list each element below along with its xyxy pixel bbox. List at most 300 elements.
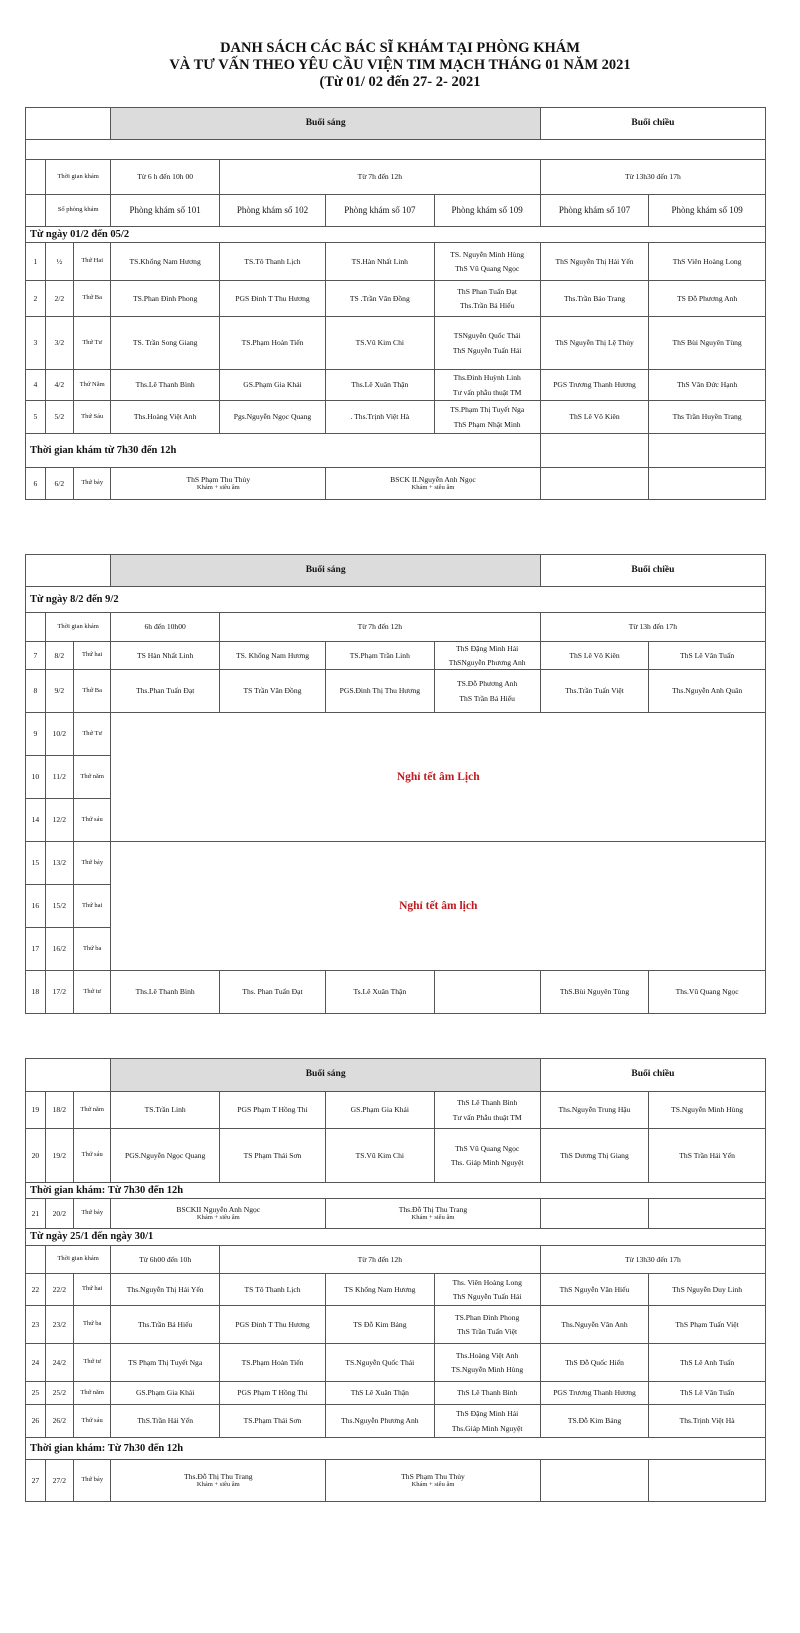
room-109-afternoon: Phòng khám số 109 [649,195,766,227]
room-102-doctor: Pgs.Nguyễn Ngọc Quang [219,401,325,434]
afternoon-header: Buổi chiều [540,108,765,140]
table-row [26,370,766,401]
room-107-doctor: PGS.Đinh Thị Thu Hương [326,670,434,713]
doctor-name: ThS Phạm Thu Thủy [186,474,251,484]
afternoon-107-doctor: ThS Nguyễn Thị Lệ Thủy [540,317,648,370]
room-109-doctor [434,1405,540,1438]
doctor-lines [437,1098,538,1122]
doctor-name-line: TS.Phạm Thị Tuyết Nga [450,405,525,415]
row-date: 12/2 [45,799,73,842]
table-row [26,971,766,1014]
afternoon-109-doctor: ThS Nguyễn Duy Linh [649,1274,766,1306]
table-row [26,243,766,281]
room-107-doctor: TS.Hàn Nhất Linh [326,243,434,281]
room-101-doctor: TS.Trần Linh [111,1092,219,1129]
morning-header: Buổi sáng [111,108,540,140]
afternoon-109-doctor: ThS Văn Đức Hạnh [649,370,766,401]
doctor-name-line: ThSNguyễn Phương Anh [448,658,526,667]
row-date: 16/2 [45,928,73,971]
row-weekday: Thứ Hai [73,243,111,281]
doctor-lines [437,331,538,355]
table-row [26,1306,766,1344]
doctor-name-line: ThS Vũ Quang Ngọc [455,1143,520,1153]
doctor-name: Ths.Đỗ Thị Thu Trang [184,1471,253,1481]
row-number: 5 [26,401,46,434]
afternoon-107-doctor: PGS Trương Thanh Hương [540,370,648,401]
room-102-doctor: PGS Phạm T Hồng Thi [219,1382,325,1405]
doctor-lines [437,287,538,311]
table-row [26,1129,766,1183]
doctor-name-line: TS.Nguyễn Minh Hùng [451,1365,524,1374]
room-109-doctor [434,1274,540,1306]
row-date: 20/2 [45,1199,73,1229]
doctor-name: ThS Phạm Thu Thủy [401,1471,465,1481]
afternoon-107-doctor: ThS Lê Võ Kiên [540,401,648,434]
row-weekday: Thứ tư [73,1344,111,1382]
row-date: 13/2 [45,842,73,885]
room-102-doctor: PGS Đinh T Thu Hương [219,281,325,317]
row-date: ½ [45,243,73,281]
row-date: 10/2 [45,713,73,756]
doctor-name-line: Ths.Trần Bá Hiếu [459,301,515,310]
table-row [26,1344,766,1382]
time-slot-early: 6h đến 10h00 [111,613,219,642]
section-label: Từ ngày 8/2 đến 9/2 [26,587,766,613]
holiday-notice: Nghỉ tết âm Lịch [111,713,766,842]
doctor-name-line: TS. Nguyễn Minh Hùng [450,249,525,259]
saturday-doctor-block [111,1460,326,1502]
room-107-doctor: Ts.Lê Xuân Thận [326,971,434,1014]
header-row [26,555,766,587]
row-date: 8/2 [45,642,73,670]
row-weekday: Thứ ba [73,928,111,971]
room-102-doctor: GS.Phạm Gia Khải [219,370,325,401]
section-row [26,587,766,613]
afternoon-107-doctor: PGS Trương Thanh Hương [540,1382,648,1405]
row-date: 17/2 [45,971,73,1014]
room-102-doctor: PGS Phạm T Hồng Thi [219,1092,325,1129]
doctor-lines [437,1409,538,1433]
doctor-name-line: TSNguyễn Quốc Thái [453,331,521,341]
row-number: 23 [26,1306,46,1344]
afternoon-109-doctor: Ths Trần Huyền Trang [649,401,766,434]
empty-cell [540,434,648,468]
row-weekday: Thứ Ba [73,670,111,713]
afternoon-109-doctor: ThS Trần Hải Yến [649,1129,766,1183]
room-107-doctor: TS.Phạm Trần Linh [326,642,434,670]
afternoon-107-doctor: Ths.Trần Bảo Trang [540,281,648,317]
room-107-doctor: TS.Nguyễn Quốc Thái [326,1344,434,1382]
morning-header: Buổi sáng [111,555,540,587]
empty-cell [540,1460,648,1502]
afternoon-109-doctor: ThS Lê Anh Tuấn [649,1344,766,1382]
table-row [26,468,766,500]
doctor-lines [437,405,538,429]
room-109-doctor [434,370,540,401]
room-107-doctor: TS.Vũ Kim Chi [326,1129,434,1183]
afternoon-107-doctor: TS.Đỗ Kim Bảng [540,1405,648,1438]
row-number: 15 [26,842,46,885]
row-date: 24/2 [45,1344,73,1382]
doctor-name: BSCKII Nguyễn Anh Ngọc [176,1204,261,1214]
empty-cell [540,1199,648,1229]
room-109-doctor [434,1092,540,1129]
corner-cell [26,108,111,140]
doctor-lines [437,373,538,397]
section-row [26,227,766,243]
afternoon-109-doctor: ThS Bùi Nguyên Tùng [649,317,766,370]
time-slot-afternoon: Từ 13h30 đến 17h [540,1246,765,1274]
room-107-doctor: . Ths.Trịnh Việt Hà [326,401,434,434]
doctor-name-line: ThS Nguyễn Tuấn Hải [452,345,522,355]
row-number: 24 [26,1344,46,1382]
doctor-name-line: Ths.Hoàng Việt Anh [455,1350,519,1360]
room-101-doctor: TS.Khổng Nam Hương [111,243,219,281]
room-107-doctor: Ths.Nguyễn Phương Anh [326,1405,434,1438]
schedule-table-1 [25,107,766,500]
room-102-morning: Phòng khám số 102 [219,195,325,227]
room-109-doctor [434,670,540,713]
empty-cell [540,468,648,500]
row-date: 2/2 [45,281,73,317]
row-number: 6 [26,468,46,500]
table-row [26,713,766,756]
row-number: 3 [26,317,46,370]
empty-cell [649,434,766,468]
room-101-doctor: PGS.Nguyễn Ngọc Quang [111,1129,219,1183]
holiday-notice: Nghỉ tết âm lịch [111,842,766,971]
room-109-doctor [434,1129,540,1183]
row-date: 6/2 [45,468,73,500]
row-date: 22/2 [45,1274,73,1306]
row-weekday: Thứ hai [73,1274,111,1306]
room-107-doctor: TS Khổng Nam Hương [326,1274,434,1306]
table-row [26,1382,766,1405]
row-weekday: Thứ năm [73,1382,111,1405]
doctor-name-line: ThS Lê Thanh Bình [456,1098,518,1108]
row-number: 22 [26,1274,46,1306]
corner-cell [26,555,111,587]
afternoon-109-doctor: ThS Lê Văn Tuấn [649,642,766,670]
afternoon-109-doctor: Ths.Vũ Quang Ngọc [649,971,766,1014]
room-109-morning: Phòng khám số 109 [434,195,540,227]
afternoon-header: Buổi chiều [540,555,765,587]
row-weekday: Thứ Sáu [73,401,111,434]
header-row [26,1059,766,1092]
exam-note: Khám + siêu âm [411,484,455,492]
afternoon-107-doctor: ThS Nguyễn Thị Hải Yến [540,243,648,281]
time-row [26,160,766,195]
row-date: 27/2 [45,1460,73,1502]
table-row [26,1460,766,1502]
row-number: 25 [26,1382,46,1405]
afternoon-107-doctor: ThS Đỗ Quốc Hiển [540,1344,648,1382]
room-label: Số phòng khám [45,195,111,227]
room-109-doctor [434,642,540,670]
row-weekday: Thứ hai [73,642,111,670]
row-weekday: Thứ sáu [73,1129,111,1183]
row-date: 11/2 [45,756,73,799]
row-date: 4/2 [45,370,73,401]
room-101-doctor: Ths.Trần Bá Hiếu [111,1306,219,1344]
doctor-name-line: TS.Phan Đình Phong [454,1312,520,1322]
section-label: Thời gian khám: Từ 7h30 đến 12h [26,1183,766,1199]
room-107-morning: Phòng khám số 107 [326,195,434,227]
spacer-row [26,140,766,160]
time-slot-early: Từ 6h00 đến 10h [111,1246,219,1274]
section-label: Từ ngày 25/1 đến ngày 30/1 [26,1229,766,1246]
row-date: 25/2 [45,1382,73,1405]
room-101-doctor: TS. Trần Song Giang [111,317,219,370]
row-weekday: Thứ bảy [73,468,111,500]
afternoon-107-doctor: ThS.Bùi Nguyên Tùng [540,971,648,1014]
room-101-doctor: TS Hàn Nhất Linh [111,642,219,670]
room-102-doctor: TS.Phạm Hoàn Tiến [219,1344,325,1382]
doctor-name-line: Ths. Giáp Minh Nguyệt [450,1158,524,1167]
corner-cell [26,1059,111,1092]
room-107-doctor: TS Đỗ Kim Bảng [326,1306,434,1344]
room-102-doctor: TS.Phạm Thái Sơn [219,1405,325,1438]
time-slot-afternoon: Từ 13h30 đến 17h [540,160,765,195]
row-date: 15/2 [45,885,73,928]
row-number: 14 [26,799,46,842]
room-102-doctor: PGS Đinh T Thu Hương [219,1306,325,1344]
section-row [26,1229,766,1246]
room-101-doctor: ThS.Trần Hải Yến [111,1405,219,1438]
doctor-name-line: Ths.Giáp Minh Nguyệt [451,1423,523,1433]
row-weekday: Thứ ba [73,1306,111,1344]
afternoon-109-doctor: ThS Viên Hoàng Long [649,243,766,281]
blank-cell [26,1246,46,1274]
header-row [26,108,766,140]
blank-cell [26,613,46,642]
exam-note: Khám + siêu âm [411,1214,455,1222]
doctor-name-line: Ths. Viên Hoàng Long [452,1277,522,1287]
saturday-doctor-block [326,1460,541,1502]
row-date: 3/2 [45,317,73,370]
room-107-doctor: TS .Trần Văn Đồng [326,281,434,317]
room-102-doctor: TS Trần Văn Đồng [219,670,325,713]
saturday-doctor-block [111,468,326,500]
doctor-lines [437,1313,538,1337]
doctor-name-line: Ths.Đinh Huỳnh Linh [453,373,521,383]
afternoon-109-doctor: TS.Nguyễn Minh Hùng [649,1092,766,1129]
row-number: 4 [26,370,46,401]
exam-note: Khám + siêu âm [411,1481,455,1489]
time-slot-morning: Từ 7h đến 12h [219,1246,540,1274]
room-102-doctor: Ths. Phan Tuấn Đạt [219,971,325,1014]
row-weekday: Thứ sáu [73,1405,111,1438]
table-row [26,842,766,885]
saturday-doctor-block [111,1199,326,1229]
doctor-name: Ths.Đỗ Thị Thu Trang [398,1204,468,1214]
row-date: 18/2 [45,1092,73,1129]
row-weekday: Thứ sáu [73,799,111,842]
row-number: 10 [26,756,46,799]
exam-note: Khám + siêu âm [196,1214,240,1222]
doctor-name-line: ThS Phạm Nhật Minh [453,419,521,429]
room-109-doctor: ThS Lê Thanh Bình [434,1382,540,1405]
doctor-lines [437,679,538,703]
section-label: Thời gian khám: Từ 7h30 đến 12h [26,1438,766,1460]
room-109-doctor [434,401,540,434]
time-slot-afternoon: Từ 13h đến 17h [540,613,765,642]
afternoon-109-doctor: ThS Phạm Tuấn Việt [649,1306,766,1344]
time-label: Thời gian khám [45,160,111,195]
room-102-doctor: TS. Khổng Nam Hương [219,642,325,670]
room-109-doctor [434,281,540,317]
row-number: 2 [26,281,46,317]
table-row [26,1199,766,1229]
table-row [26,401,766,434]
row-number: 26 [26,1405,46,1438]
afternoon-header: Buổi chiều [540,1059,765,1092]
row-date: 23/2 [45,1306,73,1344]
schedule-table-3 [25,1058,766,1502]
table-row [26,1092,766,1129]
row-number: 8 [26,670,46,713]
schedule-table-2 [25,554,766,1014]
table-row [26,1405,766,1438]
afternoon-107-doctor: ThS Nguyễn Văn Hiếu [540,1274,648,1306]
doctor-name: BSCK II.Nguyễn Anh Ngọc [390,474,476,484]
row-number: 9 [26,713,46,756]
table-row [26,670,766,713]
room-101-doctor: TS.Phan Đình Phong [111,281,219,317]
afternoon-107-doctor: Ths.Trần Tuấn Việt [540,670,648,713]
doctor-name-line: Tư vấn Phẫu thuật TM [452,1112,522,1122]
row-number: 21 [26,1199,46,1229]
table-row [26,1274,766,1306]
room-107-doctor: TS.Vũ Kim Chi [326,317,434,370]
afternoon-109-doctor: TS Đỗ Phương Anh [649,281,766,317]
room-101-doctor: TS Phạm Thị Tuyết Nga [111,1344,219,1382]
doctor-lines [437,250,538,274]
afternoon-109-doctor: Ths.Trịnh Việt Hà [649,1405,766,1438]
room-107-afternoon: Phòng khám số 107 [540,195,648,227]
doctor-name-line: ThS Trần Bá Hiếu [459,693,515,703]
doctor-name-line: TS.Đỗ Phương Anh [457,679,518,689]
row-date: 19/2 [45,1129,73,1183]
time-slot-early: Từ 6 h đến 10h 00 [111,160,219,195]
row-weekday: Thứ Tư [73,713,111,756]
room-109-doctor [434,1306,540,1344]
row-number: 18 [26,971,46,1014]
exam-note: Khám + siêu âm [196,1481,240,1489]
row-weekday: Thứ tư [73,971,111,1014]
afternoon-107-doctor: Ths.Nguyễn Trung Hậu [540,1092,648,1129]
row-number: 19 [26,1092,46,1129]
room-109-doctor [434,243,540,281]
page-title-line1: DANH SÁCH CÁC BÁC SĨ KHÁM TẠI PHÒNG KHÁM [220,40,580,56]
row-weekday: Thứ Năm [73,370,111,401]
room-109-doctor [434,317,540,370]
doctor-name-line: Tư vấn phẫu thuật TM [452,387,522,397]
empty-cell [649,1199,766,1229]
room-107-doctor: GS.Phạm Gia Khải [326,1092,434,1129]
time-label: Thời gian khám [45,613,111,642]
doctor-name-line: ThS Vũ Quang Ngọc [455,264,520,273]
doctor-name-line: ThS Đặng Minh Hải [456,1409,519,1419]
exam-note: Khám + siêu âm [196,484,240,492]
row-number: 27 [26,1460,46,1502]
row-weekday: Thứ bảy [73,1460,111,1502]
section-row [26,1183,766,1199]
room-102-doctor: TS.Tô Thanh Lịch [219,243,325,281]
spacer-cell [26,140,766,160]
afternoon-109-doctor: Ths.Nguyễn Anh Quân [649,670,766,713]
row-weekday: Thứ bảy [73,842,111,885]
row-date: 9/2 [45,670,73,713]
time-slot-morning: Từ 7h đến 12h [219,160,540,195]
room-102-doctor: TS Phạm Thái Sơn [219,1129,325,1183]
room-102-doctor: TS.Phạm Hoàn Tiến [219,317,325,370]
section-row [26,434,766,468]
room-102-doctor: TS Tô Thanh Lịch [219,1274,325,1306]
page-title-line3: (Từ 01/ 02 đến 27- 2- 2021 [319,74,481,90]
row-number: 20 [26,1129,46,1183]
room-101-doctor: Ths.Lê Thanh Bình [111,971,219,1014]
row-date: 5/2 [45,401,73,434]
section-label: Thời gian khám từ 7h30 đến 12h [26,434,541,468]
time-label: Thời gian khám [45,1246,111,1274]
saturday-doctor-block [326,468,541,500]
room-109-doctor [434,971,540,1014]
row-weekday: Thứ năm [73,1092,111,1129]
table-row [26,317,766,370]
room-101-doctor: Ths.Hoàng Việt Anh [111,401,219,434]
room-101-doctor: Ths.Phan Tuấn Đạt [111,670,219,713]
doctor-name-line: ThS Trần Tuấn Việt [457,1327,518,1336]
empty-cell [649,1460,766,1502]
room-101-morning: Phòng khám số 101 [111,195,219,227]
time-slot-morning: Từ 7h đến 12h [219,613,540,642]
room-row [26,195,766,227]
room-107-doctor: Ths.Lê Xuân Thận [326,370,434,401]
room-101-doctor: Ths.Lê Thanh Bình [111,370,219,401]
row-weekday: Thứ năm [73,756,111,799]
afternoon-107-doctor: Ths.Nguyễn Văn Anh [540,1306,648,1344]
section-row [26,1438,766,1460]
row-weekday: Thứ hai [73,885,111,928]
room-101-doctor: GS.Phạm Gia Khải [111,1382,219,1405]
morning-header: Buổi sáng [111,1059,540,1092]
afternoon-109-doctor: ThS Lê Văn Tuấn [649,1382,766,1405]
room-107-doctor: ThS Lê Xuân Thận [326,1382,434,1405]
doctor-name-line: ThS Đặng Minh Hải [456,643,519,653]
table-row [26,281,766,317]
room-101-doctor: Ths.Nguyễn Thị Hải Yến [111,1274,219,1306]
doctor-lines [437,1351,538,1375]
blank-cell [26,160,46,195]
row-date: 26/2 [45,1405,73,1438]
doctor-lines [437,1144,538,1168]
page-title-line2: VÀ TƯ VẤN THEO YÊU CẦU VIỆN TIM MẠCH THÁNG 01 NĂM 2021 [169,57,631,73]
row-number: 7 [26,642,46,670]
row-weekday: Thứ Tư [73,317,111,370]
empty-cell [649,468,766,500]
section-label: Từ ngày 01/2 đến 05/2 [26,227,766,243]
row-number: 17 [26,928,46,971]
blank-cell [26,195,46,227]
room-109-doctor [434,1344,540,1382]
time-row [26,1246,766,1274]
saturday-doctor-block [326,1199,541,1229]
row-number: 16 [26,885,46,928]
table-row [26,642,766,670]
row-number: 1 [26,243,46,281]
time-row [26,613,766,642]
